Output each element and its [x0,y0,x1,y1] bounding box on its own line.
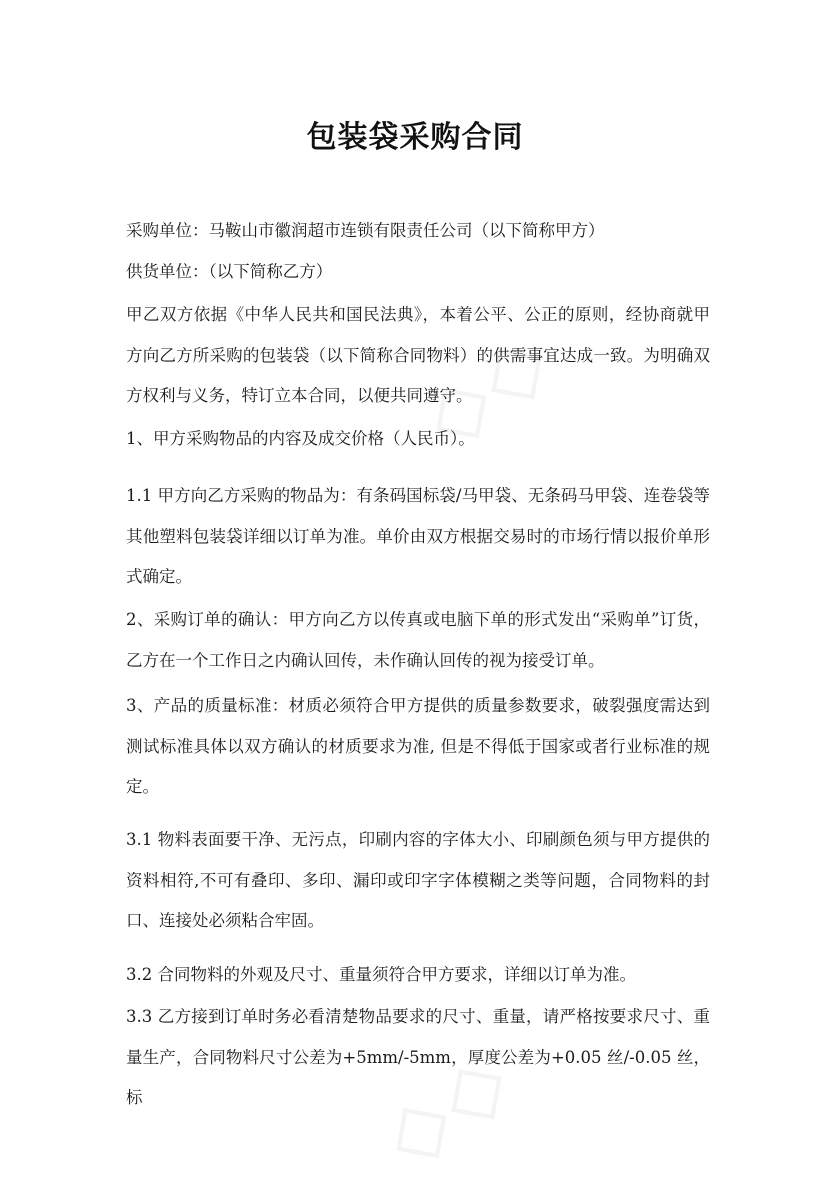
clause-3-3: 3.3 乙方接到订单时务必看清楚物品要求的尺寸、重量，请严格按要求尺寸、重量生产，合同物料尺寸公差为+5mm/-5mm，厚度公差为+0.05 丝/-0.05 丝，标 [126,1007,710,1107]
clause-3-1: 3.1 物料表面要干净、无污点，印刷内容的字体大小、印刷颜色须与甲方提供的资料相符,不可有叠印、多印、漏印或印字字体模糊之类等问题，合同物料的封口、连接处必须粘合牢固。 [126,830,710,930]
clause-1-1: 1.1 甲方向乙方采购的物品为：有条码国标袋/马甲袋、无条码马甲袋、连卷袋等其他塑料包装袋详细以订单为准。单价由双方根据交易时的市场行情以报价单形式确定。 [126,486,710,586]
clause-3-2: 3.2 合同物料的外观及尺寸、重量须符合甲方要求，详细以订单为准。 [126,965,636,984]
clause-2: 2、采购订单的确认：甲方向乙方以传真或电脑下单的形式发出“采购单”订货，乙方在一个工作日之内确认回传，未作确认回传的视为接受订单。 [126,610,710,670]
preamble-paragraph: 甲乙双方依据《中华人民共和国民法典》，本着公平、公正的原则，经协商就甲方向乙方所采购的包装袋（以下简称合同物料）的供需事宜达成一致。为明确双方权利与义务，特订立本合同，以便共同遵守。 [126,305,710,405]
contract-title: 包装袋采购合同 [306,120,524,155]
clause-3: 3、产品的质量标准：材质必须符合甲方提供的质量参数要求，破裂强度需达到测试标准具体以双方确认的材质要求为准, 但是不得低于国家或者行业标准的规定。 [126,696,710,796]
purchaser-line: 采购单位：马鞍山市徽润超市连锁有限责任公司（以下简称甲方） [126,221,605,240]
clause-1: 1、甲方采购物品的内容及成交价格（人民币）。 [126,429,475,448]
supplier-line: 供货单位：（以下简称乙方） [126,262,333,281]
